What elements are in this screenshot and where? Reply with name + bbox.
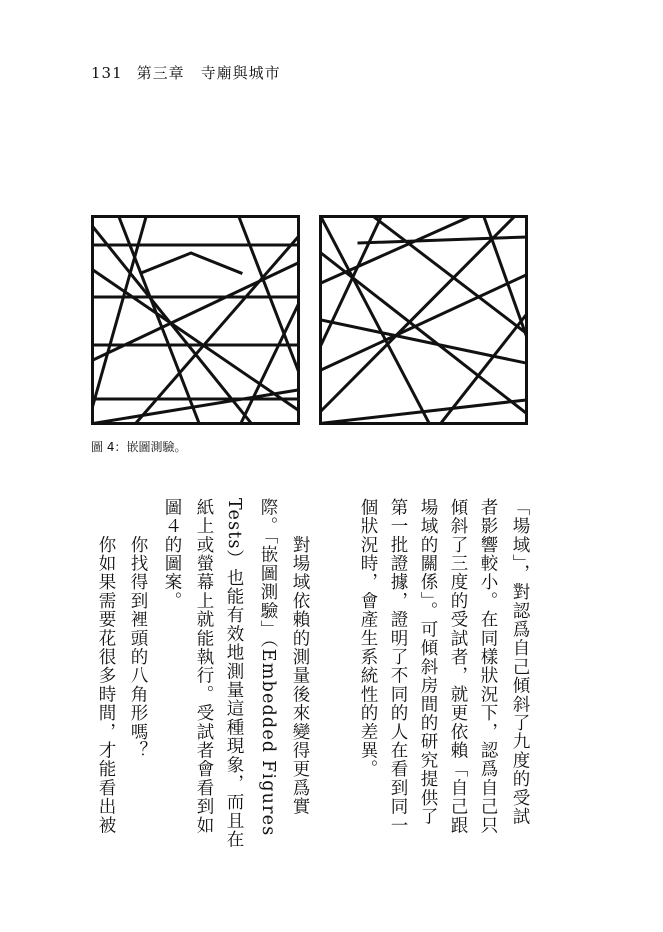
page-number: 131 xyxy=(91,64,123,82)
text-column: 傾斜了三度的受試者，就更依賴「自己跟 xyxy=(448,498,468,835)
text-column: 紙上或螢幕上就能執行。受試者會看到如 xyxy=(194,498,214,835)
text-column: 你找得到裡頭的八角形嗎？ xyxy=(128,498,148,760)
text-column: 場域的關係」。可傾斜房間的研究提供了 xyxy=(418,498,438,826)
figure-caption: 圖 4：嵌圖測驗。 xyxy=(91,440,187,454)
embedded-figure-left xyxy=(91,215,300,425)
text-column: 你如果需要花很多時間，才能看出被 xyxy=(96,498,116,835)
text-column: 第一批證據，證明了不同的人在看到同一 xyxy=(388,498,408,835)
text-column: 際。「嵌圖測驗」（Embedded Figures xyxy=(258,498,278,837)
text-column: 「場域」，對認爲自己傾斜了九度的受試 xyxy=(510,498,530,826)
text-column: 者影響較小。在同樣狀況下，認爲自己只 xyxy=(478,498,498,835)
text-column: Tests）也能有效地測量這種現象，而且在 xyxy=(224,498,244,849)
text-column: 對場域依賴的測量後來變得更爲實 xyxy=(290,498,310,816)
running-header xyxy=(91,62,281,83)
text-column: 個狀況時，會產生系統性的差異。 xyxy=(358,498,378,779)
chapter-title: 第三章 寺廟與城市 xyxy=(136,64,281,82)
embedded-figure-right xyxy=(319,215,528,425)
text-column: 圖４的圖案。 xyxy=(162,498,182,611)
